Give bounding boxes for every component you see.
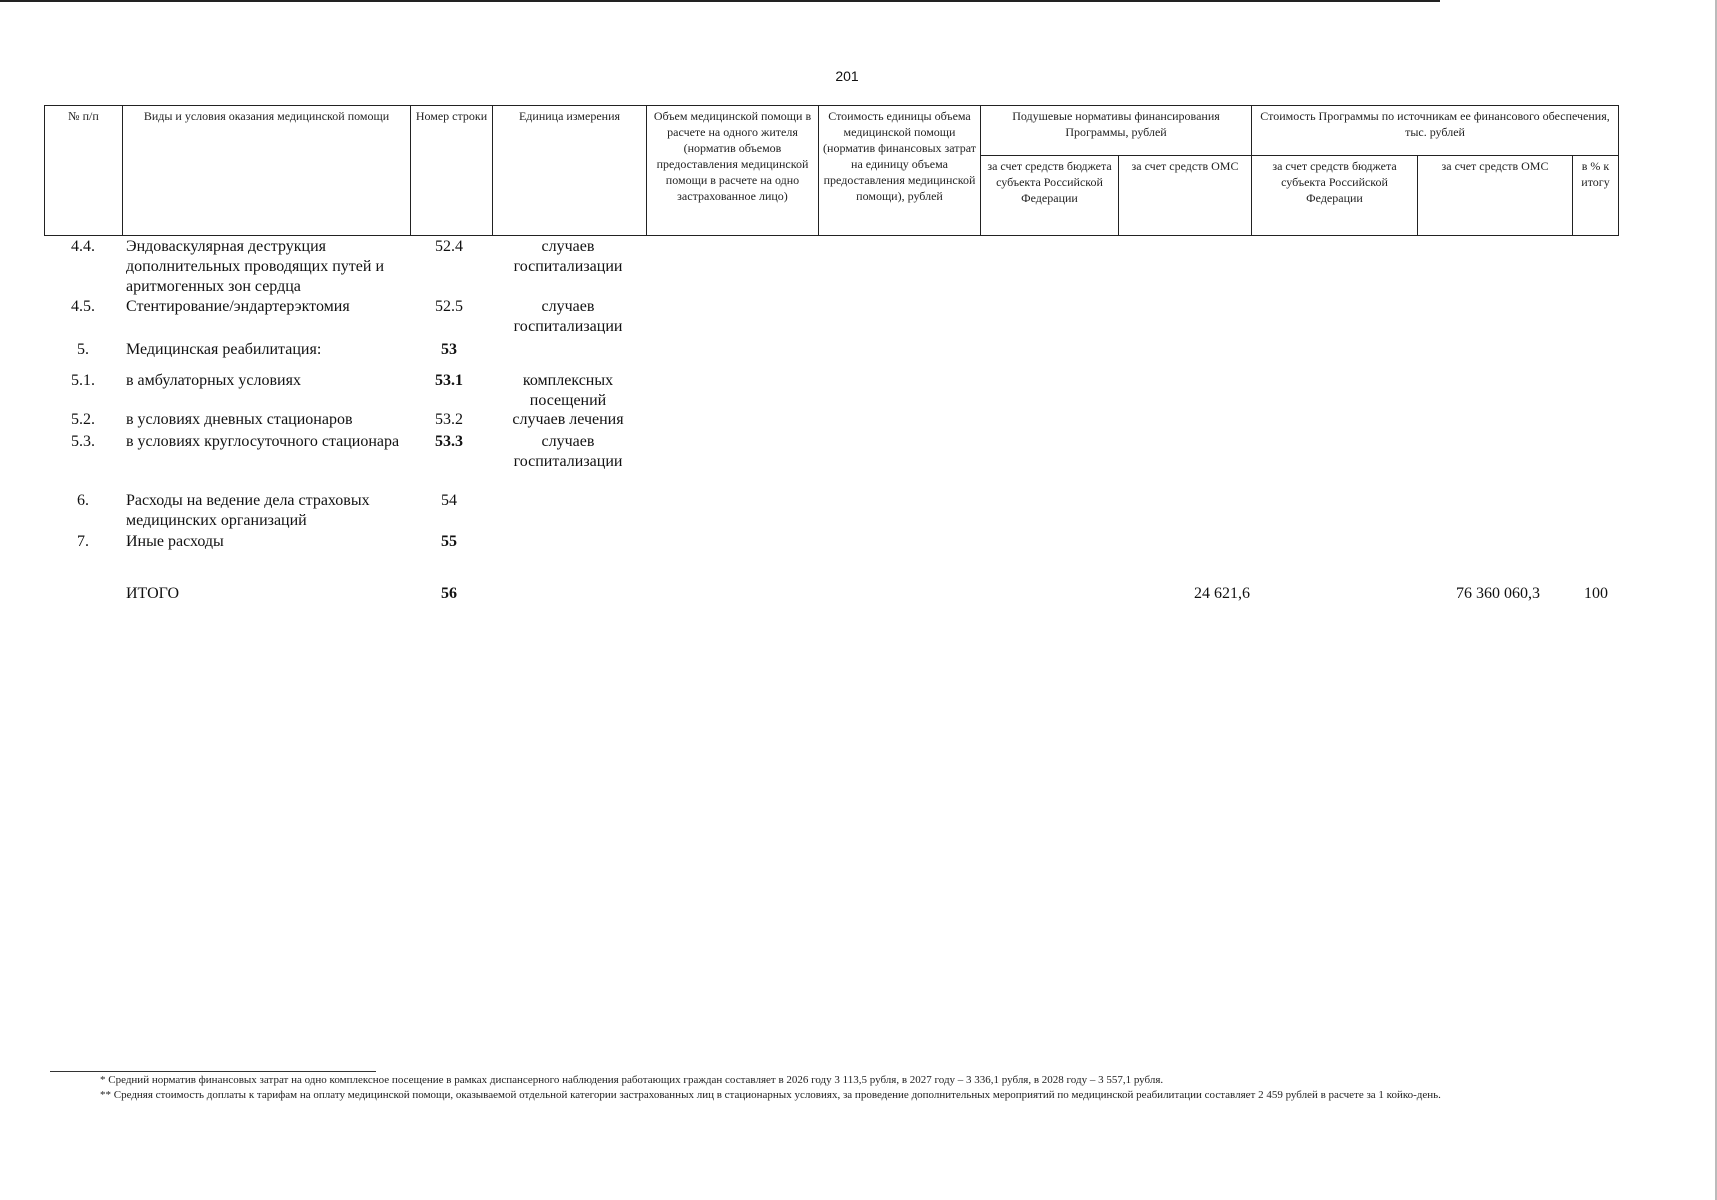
- header-group-program-cost: Стоимость Программы по источникам ее финансового обеспечения, тыс. рублей: [1252, 106, 1619, 156]
- header-group-per-capita: Подушевые нормативы финансирования Программы, рублей: [981, 106, 1252, 156]
- row-name: Медицинская реабилитация:: [126, 341, 322, 358]
- header-sub-oms-cost: за счет средств ОМС: [1418, 156, 1573, 236]
- row-num: 4.5.: [71, 298, 95, 315]
- row-name: Стентирование/эндартерэктомия: [126, 298, 350, 315]
- row-name: в условиях дневных стационаров: [126, 411, 353, 428]
- row-name: Эндоваскулярная деструкция дополнительных проводящих путей и аритмогенных зон сердца: [126, 238, 384, 295]
- row-num: 4.4.: [71, 238, 95, 255]
- footnote-1: * Средний норматив финансовых затрат на одно комплексное посещение в рамках диспансерного наблюдения работающих граждан составляет в 2026 году 3 113,5 рубля, в 2027 году – 3 336,1 рубля, в 2028 году – 3 557,1 рубля.: [100, 1074, 1164, 1086]
- row-unit: случаев госпитализации: [513, 298, 623, 335]
- row-name: в условиях круглосуточного стационара: [126, 433, 400, 450]
- table-header: [44, 105, 1619, 236]
- row-num: 5.3.: [71, 433, 95, 450]
- row-name: Иные расходы: [126, 533, 224, 550]
- row-num: 6.: [77, 492, 89, 509]
- row-name: Расходы на ведение дела страховых медицинских организаций: [126, 492, 370, 529]
- row-line: 53.2: [435, 411, 463, 428]
- footnote-separator: [50, 1071, 376, 1072]
- row-line: 52.5: [435, 298, 463, 315]
- footnotes: [50, 1073, 1640, 1103]
- row-num: 5.: [77, 341, 89, 358]
- header-col-cost-unit: Стоимость единицы объема медицинской помощи (норматив финансовых затрат на единицу объема предоставления медицинской помощи), рублей: [819, 106, 981, 236]
- row-unit: случаев лечения: [512, 411, 624, 428]
- header-col-volume: Объем медицинской помощи в расчете на одного жителя (норматив объемов предоставления медицинской помощи в расчете на одно застрахованное лицо): [647, 106, 819, 236]
- row-name: в амбулаторных условиях: [126, 372, 301, 389]
- row-unit: случаев госпитализации: [513, 238, 623, 275]
- total-oms-per-capita: 24 621,6: [1194, 585, 1250, 602]
- header-sub-percent: в % к итогу: [1573, 156, 1619, 236]
- header-sub-budget-per-capita: за счет средств бюджета субъекта Российской Федерации: [981, 156, 1119, 236]
- total-oms-cost: 76 360 060,3: [1456, 585, 1540, 602]
- footnote-2: ** Средняя стоимость доплаты к тарифам на оплату медицинской помощи, оказываемой отдельной категории застрахованных лиц в стационарных условиях, за проведение дополнительных мероприятий по медицинской реабилитации составляет 2 459 рублей в расчете за 1 койко-день.: [100, 1089, 1441, 1101]
- top-border-line: [0, 0, 1440, 2]
- total-percent: 100: [1584, 585, 1608, 602]
- header-col-num: № п/п: [45, 106, 123, 236]
- header-col-line: Номер строки: [411, 106, 493, 236]
- row-num: 5.1.: [71, 372, 95, 389]
- header-col-unit: Единица измерения: [493, 106, 647, 236]
- row-unit: комплексных посещений: [522, 372, 614, 409]
- total-line: 56: [441, 585, 457, 602]
- row-num: 5.2.: [71, 411, 95, 428]
- row-line: 53: [441, 341, 457, 358]
- row-line: 54: [441, 492, 457, 509]
- header-col-kinds: Виды и условия оказания медицинской помощи: [123, 106, 411, 236]
- total-label: ИТОГО: [126, 585, 180, 602]
- header-sub-budget-cost: за счет средств бюджета субъекта Российской Федерации: [1252, 156, 1418, 236]
- row-line: 55: [441, 533, 457, 550]
- row-line: 53.3: [435, 433, 463, 450]
- row-unit: случаев госпитализации: [513, 433, 623, 470]
- row-line: 53.1: [435, 372, 463, 389]
- page-number: 201: [835, 68, 859, 84]
- row-line: 52.4: [435, 238, 463, 255]
- row-num: 7.: [77, 533, 89, 550]
- header-sub-oms-per-capita: за счет средств ОМС: [1119, 156, 1252, 236]
